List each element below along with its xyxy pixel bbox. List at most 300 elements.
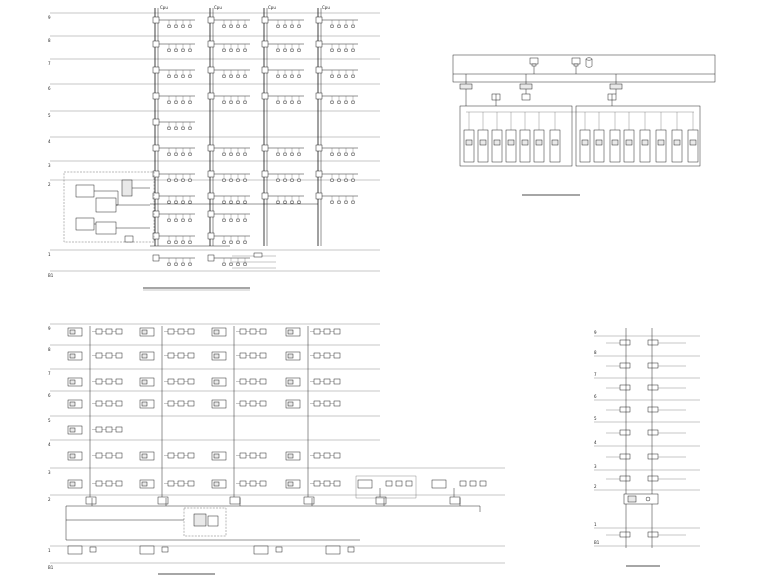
cabinet-device [596,140,602,145]
terminal-node [188,379,194,384]
floor-tag: 9 [594,330,597,335]
terminal-node [324,481,330,486]
device-node [345,101,347,103]
switch-unit [96,222,116,234]
terminal-node [188,353,194,358]
device-node [338,75,340,77]
device-node [237,201,239,203]
cabinet-device [480,140,486,145]
floor-tag: 9 [48,15,51,20]
terminal-node [334,453,340,458]
device-node [175,25,177,27]
terminal-node [168,401,174,406]
device-node [298,179,300,181]
device-node [237,153,239,155]
floor-tag: 6 [594,394,597,399]
terminal-node [96,427,102,432]
cabinet-device [642,140,648,145]
device-node [223,219,225,221]
floor-controller [304,497,314,504]
unit-module [288,380,293,384]
junction-box [262,193,268,199]
terminal-node [260,453,266,458]
device-node [277,153,279,155]
floor-tag: B1 [48,565,54,570]
network-switches [460,74,622,106]
terminal-node [240,481,246,486]
terminal-node [240,379,246,384]
terminal-node [188,401,194,406]
terminal-node [348,547,354,552]
floor-lines [594,336,700,546]
terminal-node [96,401,102,406]
terminal-node [106,353,112,358]
terminal-node [168,353,174,358]
floor-tags [48,326,54,570]
device-node [175,101,177,103]
device-node [244,101,246,103]
device-node [244,49,246,51]
device-node [244,179,246,181]
device-node [284,75,286,77]
terminal-node [406,481,412,486]
control-host [96,198,116,212]
floor-lines [50,324,505,563]
unit-module [214,330,219,334]
unit-module [288,354,293,358]
riser-nodes [606,340,686,537]
terminal-node [260,353,266,358]
device-node [331,179,333,181]
unit-module [70,380,75,384]
device-node [244,241,246,243]
floor-tag: 4 [594,440,597,445]
floor-tag: 5 [594,416,597,421]
floor-tag: 7 [594,372,597,377]
access-cabinet [520,130,530,162]
cabinet-device [494,140,500,145]
floor-tag: 5 [48,113,51,118]
device-node [291,49,293,51]
cabinet-device [690,140,696,145]
junction-box [316,67,322,73]
device-node [182,179,184,181]
terminal-node [324,379,330,384]
unit-module [142,330,147,334]
floor-tag: 6 [48,393,51,398]
access-cabinet [640,130,650,162]
terminal-node [314,329,320,334]
device-node [277,201,279,203]
terminal-node [188,453,194,458]
cabinet-device [552,140,558,145]
floor-tag: 8 [48,38,51,43]
floor-tag: 8 [48,347,51,352]
terminal-node [314,481,320,486]
access-cabinet [506,130,516,162]
terminal-node [240,353,246,358]
terminal-node [250,353,256,358]
device-node [352,25,354,27]
unit-module [70,354,75,358]
terminal-node [240,329,246,334]
workstation-pc-1 [530,58,538,74]
terminal-node [334,353,340,358]
controller-panel [208,516,218,526]
access-cabinet [624,130,634,162]
floor-controller [158,497,168,504]
terminal-node [386,481,392,486]
node-box [648,363,658,368]
unit-module [214,402,219,406]
device-node [182,25,184,27]
terminal-node [178,353,184,358]
access-cabinet [492,130,502,162]
device-node [284,49,286,51]
device-node [284,25,286,27]
device-node [230,263,232,265]
junction-box [316,17,322,23]
device-node [237,179,239,181]
terminal-node [260,481,266,486]
device-node [182,75,184,77]
device-node [298,75,300,77]
terminal-node [168,329,174,334]
terminal-node [250,481,256,486]
junction-box [153,255,159,261]
equipment-room [64,172,154,242]
node-box [620,340,630,345]
device-node [182,263,184,265]
floor-controller [230,497,240,504]
downlink [466,89,616,106]
terminal-node [96,481,102,486]
terminal-node [106,329,112,334]
basement-unit [254,546,268,554]
device-node [277,75,279,77]
device-node [189,201,191,203]
device-node [230,49,232,51]
device-node [244,263,246,265]
device-node [230,219,232,221]
floor-controller [450,497,460,504]
device-node [189,179,191,181]
ups-unit [76,218,94,230]
access-cabinet [610,130,620,162]
device-node [175,201,177,203]
device-node [189,153,191,155]
junction-box [316,41,322,47]
junction-box [153,41,159,47]
device-node [237,25,239,27]
controller-host [194,514,206,526]
database-icon [586,58,592,67]
device-node [182,153,184,155]
unit-module [214,380,219,384]
junction-box [208,93,214,99]
unit-module [142,482,147,486]
device-node [237,101,239,103]
terminal-node [396,481,402,486]
node-box [620,407,630,412]
node-box [648,340,658,345]
junction-box [208,171,214,177]
riser-diagram-main [48,5,380,290]
junction-box [153,17,159,23]
terminal-node [106,481,112,486]
cabinet-device [658,140,664,145]
terminal-node [168,481,174,486]
device-node [284,179,286,181]
terminal-node [334,379,340,384]
device-node [168,75,170,77]
access-cabinet [478,130,488,162]
column-tag-2: Cpu [214,5,222,10]
terminal-node [324,453,330,458]
terminal-node [240,453,246,458]
display-terminal [122,180,132,196]
device-node [189,219,191,221]
cabinet-device [626,140,632,145]
node-box [620,430,630,435]
device-node [338,101,340,103]
terminal-node [470,481,476,486]
device-node [277,49,279,51]
trunk-line [150,204,318,246]
device-node [189,49,191,51]
node-box [648,407,658,412]
device-node [291,201,293,203]
device-node [284,101,286,103]
device-node [331,49,333,51]
device-node [352,179,354,181]
device-node [331,153,333,155]
device-node [345,201,347,203]
device-node [230,179,232,181]
device-node [175,153,177,155]
device-node [189,101,191,103]
junction-box [208,211,214,217]
device-node [175,127,177,129]
node-box [620,363,630,368]
access-cabinet [550,130,560,162]
device-node [345,179,347,181]
access-cabinet [464,130,474,162]
terminal-node [116,453,122,458]
floor-tag: 4 [48,442,51,447]
device-node [277,25,279,27]
access-cabinet [688,130,698,162]
floor-tag: 6 [48,86,51,91]
device-node [230,75,232,77]
device-node [168,179,170,181]
device-node [338,201,340,203]
junction-box [208,17,214,23]
floor-tag: B1 [594,540,600,545]
junction-box [153,145,159,151]
node-box [620,454,630,459]
device-node [338,25,340,27]
bus-trunk [66,498,480,512]
floor-tag: 4 [48,139,51,144]
junction-box [262,171,268,177]
terminal-node [96,453,102,458]
floor-controller [86,497,96,504]
unit-module [214,482,219,486]
device-node [230,25,232,27]
riser-diagram-right [594,328,700,566]
terminal-node [116,401,122,406]
device-node [230,201,232,203]
extension-panels [68,476,486,554]
junction-box [316,93,322,99]
device-node [189,127,191,129]
floor-tag: 7 [48,371,51,376]
basement-unit [326,546,340,554]
device-node [175,49,177,51]
terminal-node [178,453,184,458]
column-tag-1: Cpu [160,5,168,10]
floor-tag: 1 [48,548,51,553]
junction-box [208,255,214,261]
terminal-node [168,379,174,384]
terminal-node [314,353,320,358]
terminal-node [178,401,184,406]
unit-module [288,482,293,486]
device-node [352,75,354,77]
access-cabinet [594,130,604,162]
floor-tag: 2 [48,182,51,187]
device-node [182,49,184,51]
floor-tag: 3 [48,163,51,168]
device-node [244,219,246,221]
terminal-node [178,329,184,334]
device-node [298,25,300,27]
junction-box [153,67,159,73]
terminal-node [324,401,330,406]
terminal-node [116,379,122,384]
uplink [466,74,616,84]
device-node [298,49,300,51]
column-tag-4: Cpu [322,5,330,10]
terminal-node [260,379,266,384]
device-node [237,49,239,51]
column-tag-3: Cpu [268,5,276,10]
unit-module [142,402,147,406]
legend-lines [232,253,276,268]
network-topology [453,55,715,195]
device-node [175,179,177,181]
device-node [168,101,170,103]
junction-box [262,17,268,23]
device-node [182,101,184,103]
junction-box [153,93,159,99]
device-node [189,241,191,243]
floor-tag: B1 [48,273,54,278]
device-node [291,153,293,155]
device-node [223,263,225,265]
terminal-node [106,401,112,406]
device-node [284,153,286,155]
unit-module [70,428,75,432]
cabinet-device [466,140,472,145]
floor-tag: 2 [594,484,597,489]
device-node [352,153,354,155]
junction-box [153,119,159,125]
terminal-node [116,481,122,486]
junction-box [316,171,322,177]
device-node [277,101,279,103]
device-node [345,75,347,77]
junction-box [208,67,214,73]
device-node [338,153,340,155]
terminal-node [106,453,112,458]
device-node [237,75,239,77]
floor-tag: 2 [48,497,51,502]
core-switch [610,84,622,89]
device-node [230,153,232,155]
access-switch-pc [522,94,530,100]
junction-box [125,236,133,242]
floor-tags [594,330,600,545]
device-node [237,219,239,221]
node-box [648,532,658,537]
device-node [244,75,246,77]
floor-tag: 8 [594,350,597,355]
floor-tag: 9 [48,326,51,331]
access-cabinets [464,112,698,162]
riser-diagram-lower [48,324,505,574]
device-node [182,241,184,243]
terminal-node [168,453,174,458]
floor-tag: 5 [48,418,51,423]
unit-module [288,402,293,406]
device-node [189,25,191,27]
terminal-node [106,379,112,384]
terminal-node [106,427,112,432]
junction-box [208,41,214,47]
device-node [230,241,232,243]
terminal-node [460,481,466,486]
cabinet-device [674,140,680,145]
device-node [168,127,170,129]
floor-tag: 7 [48,61,51,66]
terminal-node [260,329,266,334]
device-node [298,153,300,155]
floor-tags [48,15,54,278]
terminal-node [260,401,266,406]
device-node [168,49,170,51]
unit-module [288,330,293,334]
device-node [168,25,170,27]
terminal-node [250,453,256,458]
terminal-node [334,329,340,334]
basement-unit [140,546,154,554]
cabinet-device [522,140,528,145]
device-branches [153,17,358,265]
floor-tag: 3 [48,470,51,475]
device-node [223,101,225,103]
device-node [244,201,246,203]
device-node [244,153,246,155]
device-node [223,49,225,51]
cabinet-device [508,140,514,145]
junction-box [316,145,322,151]
device-node [244,25,246,27]
junction-box [208,145,214,151]
unit-module [142,454,147,458]
device-node [291,179,293,181]
